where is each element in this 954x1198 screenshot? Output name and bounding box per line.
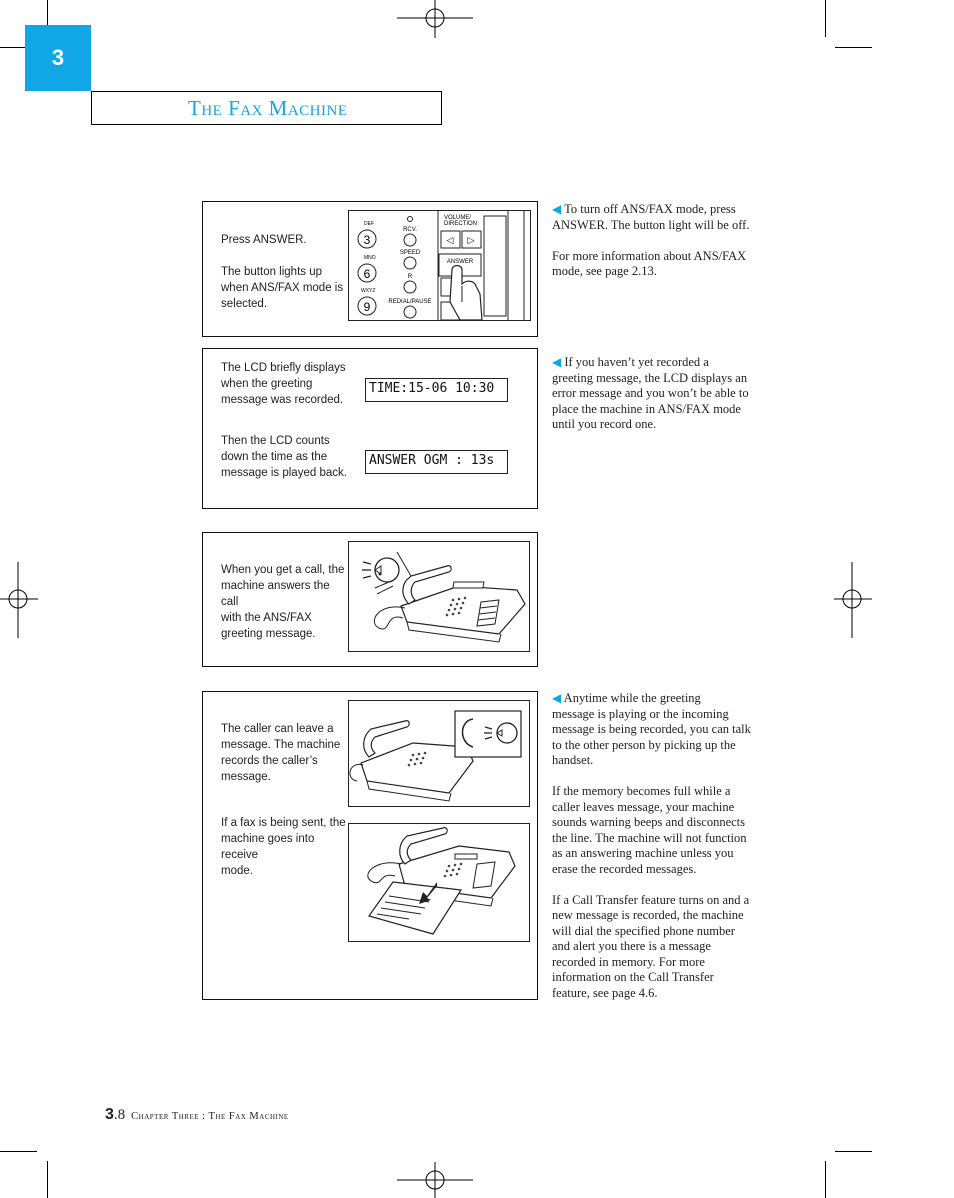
key-6: 6 bbox=[363, 267, 371, 281]
volume-label: VOLUME/ bbox=[444, 215, 472, 221]
key-letters: MNO bbox=[364, 255, 376, 261]
chapter-title: The Fax Machine bbox=[188, 96, 348, 120]
crop-mark bbox=[825, 0, 826, 37]
panel-answer-button bbox=[202, 201, 538, 337]
registration-mark-bottom bbox=[395, 1160, 475, 1198]
arrow-left-icon: ◀ bbox=[552, 691, 562, 705]
page-footer bbox=[105, 1106, 289, 1124]
redial-label: REDIAL/PAUSE bbox=[388, 299, 432, 305]
panel-text: When you get a call, the machine answers the call with the ANS/FAX greeting message. bbox=[221, 564, 345, 640]
panel-text-2: Then the LCD counts down the time as the message is played back. bbox=[221, 435, 347, 479]
control-panel-illustration bbox=[348, 210, 532, 322]
lcd-countdown-display: ANSWER OGM : 13s bbox=[365, 450, 508, 474]
panel-text-2: If a fax is being sent, the machine goes into receive mode. bbox=[221, 817, 346, 877]
crop-mark bbox=[835, 1151, 872, 1152]
chapter-tab bbox=[25, 25, 91, 91]
receiving-fax-illustration bbox=[348, 823, 530, 942]
r-label: R bbox=[407, 274, 413, 280]
lcd-time-display: TIME:15-06 10:30 bbox=[365, 378, 508, 402]
panel-lcd-display bbox=[202, 348, 538, 509]
running-title: Chapter Three : The Fax Machine bbox=[131, 1111, 289, 1122]
key-9: 9 bbox=[363, 300, 371, 314]
registration-mark-top bbox=[395, 0, 475, 40]
key-letters: WXYZ bbox=[361, 288, 376, 294]
side-note-3 bbox=[552, 691, 777, 1001]
crop-mark bbox=[47, 1161, 48, 1198]
svg-text:◁: ◁ bbox=[446, 235, 454, 245]
registration-mark-right bbox=[832, 560, 872, 640]
page-number-major: 3 bbox=[105, 1106, 114, 1123]
rcv-label: RCV. bbox=[403, 227, 417, 233]
fax-answering-illustration bbox=[348, 541, 530, 652]
registration-mark-left bbox=[0, 560, 40, 640]
side-note-text: Anytime while the greeting message is playing or the incoming message is being recorded, you can talk to the other person by picking up the handset. If the memory becomes full while a caller leaves message, your machine sounds warning beeps and disconnects the line. The machine will not function as an answering machine unless you erase the recorded messages. If a Call Transfer feature turns on and a new message is recorded, the machine will dial the specified phone number and alert you there is a message recorded in memory. For more information on the Call Transfer feature, see page 4.6. bbox=[552, 691, 751, 1000]
crop-mark bbox=[825, 1161, 826, 1198]
crop-mark bbox=[0, 1151, 37, 1152]
recording-message-illustration bbox=[348, 700, 530, 807]
crop-mark bbox=[835, 47, 872, 48]
direction-label: DIRECTION bbox=[444, 221, 477, 227]
side-note-2 bbox=[552, 355, 777, 433]
panel-text-1: The LCD briefly displays when the greeting message was recorded. bbox=[221, 362, 346, 406]
arrow-left-icon: ◀ bbox=[552, 355, 562, 369]
speed-label: SPEED bbox=[399, 250, 421, 256]
side-note-1 bbox=[552, 202, 777, 280]
side-note-text: If you haven’t yet recorded a greeting message, the LCD displays an error message and you won’t be able to place the machine in ANS/FAX mode until you record one. bbox=[552, 355, 749, 431]
key-3: 3 bbox=[363, 233, 371, 247]
panel-text-1: The caller can leave a message. The machine records the caller’s message. bbox=[221, 723, 341, 783]
chapter-number: 3 bbox=[51, 45, 65, 70]
panel-caller-message bbox=[202, 691, 538, 1000]
panel-incoming-call bbox=[202, 532, 538, 667]
key-letters: DEF bbox=[364, 221, 374, 227]
page-number-minor: .8 bbox=[113, 1107, 126, 1123]
side-note-text: To turn off ANS/FAX mode, press ANSWER. The button light will be off. For more information about ANS/FAX mode, see page 2.13. bbox=[552, 202, 750, 278]
answer-label: ANSWER bbox=[446, 259, 474, 265]
panel-text: Press ANSWER. The button lights up when ANS/FAX mode is selected. bbox=[221, 234, 344, 310]
svg-text:▷: ▷ bbox=[467, 235, 475, 245]
arrow-left-icon: ◀ bbox=[552, 202, 562, 216]
